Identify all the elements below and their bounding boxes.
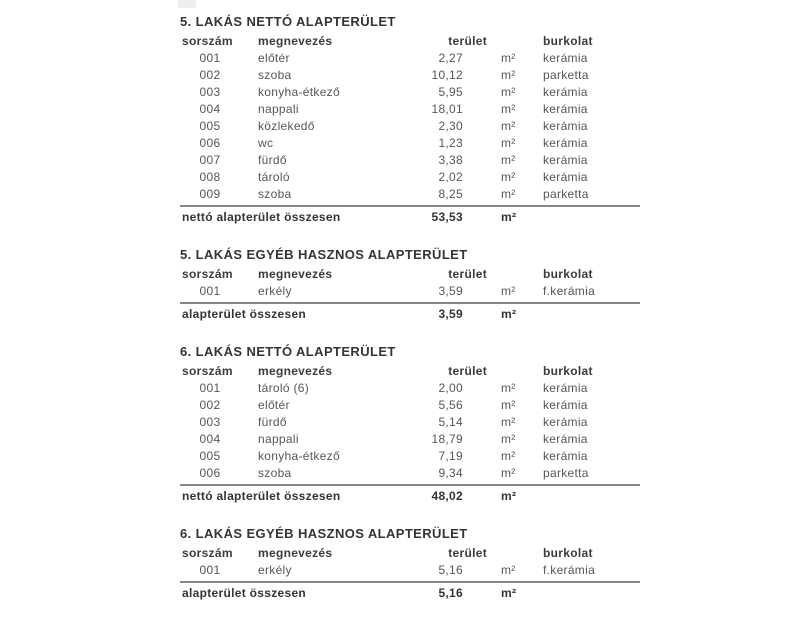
cell-sorszam: 001 — [199, 284, 221, 298]
document-tables-container — [180, 14, 640, 623]
cell-megnevezes: szoba — [258, 68, 292, 82]
cell-terulet: 8,25 — [438, 187, 463, 201]
cell-megnevezes: nappali — [258, 102, 299, 116]
table-title: 5. LAKÁS NETTÓ ALAPTERÜLET — [180, 14, 396, 29]
table-total-row — [180, 581, 640, 602]
total-value: 3,59 — [438, 307, 463, 321]
cell-megnevezes: tároló — [258, 170, 290, 184]
cell-burkolat: kerámia — [543, 398, 588, 412]
col-header-burkolat: burkolat — [543, 34, 593, 48]
cell-unit: m² — [501, 153, 516, 167]
cell-sorszam: 001 — [199, 381, 221, 395]
cell-burkolat: kerámia — [543, 102, 588, 116]
total-unit: m² — [501, 489, 517, 503]
cell-burkolat: parketta — [543, 68, 589, 82]
cell-terulet: 5,95 — [438, 85, 463, 99]
table-row — [180, 283, 640, 300]
col-header-sorszam: sorszám — [182, 267, 233, 281]
cell-sorszam: 007 — [199, 153, 221, 167]
cell-megnevezes: erkély — [258, 563, 292, 577]
cell-burkolat: kerámia — [543, 170, 588, 184]
cell-megnevezes: közlekedő — [258, 119, 315, 133]
col-header-terulet: terület — [448, 546, 487, 560]
table-total-row — [180, 302, 640, 323]
cell-sorszam: 005 — [199, 119, 221, 133]
cell-burkolat: kerámia — [543, 153, 588, 167]
cell-sorszam: 002 — [199, 398, 221, 412]
cell-unit: m² — [501, 187, 516, 201]
cell-terulet: 5,14 — [438, 415, 463, 429]
table-row — [180, 67, 640, 84]
cell-burkolat: kerámia — [543, 415, 588, 429]
cell-unit: m² — [501, 432, 516, 446]
cell-terulet: 7,19 — [438, 449, 463, 463]
table-row — [180, 414, 640, 431]
table-row — [180, 84, 640, 101]
cell-sorszam: 004 — [199, 432, 221, 446]
cell-sorszam: 003 — [199, 85, 221, 99]
table-total-row — [180, 484, 640, 505]
table-row — [180, 465, 640, 482]
col-header-megnevezes: megnevezés — [258, 34, 333, 48]
cell-terulet: 3,59 — [438, 284, 463, 298]
col-header-burkolat: burkolat — [543, 546, 593, 560]
table-title: 6. LAKÁS EGYÉB HASZNOS ALAPTERÜLET — [180, 526, 468, 541]
cell-sorszam: 005 — [199, 449, 221, 463]
table-row — [180, 135, 640, 152]
cell-burkolat: kerámia — [543, 432, 588, 446]
col-header-terulet: terület — [448, 364, 487, 378]
cell-sorszam: 009 — [199, 187, 221, 201]
col-header-terulet: terület — [448, 34, 487, 48]
cell-unit: m² — [501, 381, 516, 395]
table-body — [180, 50, 640, 203]
cell-terulet: 5,16 — [438, 563, 463, 577]
scan-artifact-top — [178, 0, 196, 8]
cell-unit: m² — [501, 398, 516, 412]
cell-terulet: 2,00 — [438, 381, 463, 395]
cell-sorszam: 006 — [199, 136, 221, 150]
table-title: 5. LAKÁS EGYÉB HASZNOS ALAPTERÜLET — [180, 247, 468, 262]
cell-terulet: 9,34 — [438, 466, 463, 480]
cell-megnevezes: tároló (6) — [258, 381, 310, 395]
col-header-sorszam: sorszám — [182, 364, 233, 378]
table-row — [180, 169, 640, 186]
cell-unit: m² — [501, 284, 516, 298]
cell-megnevezes: fürdő — [258, 415, 287, 429]
cell-megnevezes: erkély — [258, 284, 292, 298]
table-title: 6. LAKÁS NETTÓ ALAPTERÜLET — [180, 344, 396, 359]
cell-terulet: 1,23 — [438, 136, 463, 150]
total-label: nettó alapterület összesen — [182, 210, 341, 224]
cell-unit: m² — [501, 102, 516, 116]
cell-megnevezes: wc — [258, 136, 274, 150]
table-row — [180, 380, 640, 397]
cell-burkolat: kerámia — [543, 51, 588, 65]
total-label: alapterület összesen — [182, 586, 307, 600]
total-value: 48,02 — [431, 489, 463, 503]
cell-terulet: 3,38 — [438, 153, 463, 167]
table-section-lakas5-egyeb — [180, 247, 640, 323]
cell-terulet: 2,30 — [438, 119, 463, 133]
table-row — [180, 431, 640, 448]
cell-terulet: 5,56 — [438, 398, 463, 412]
table-header-row — [180, 33, 640, 50]
cell-unit: m² — [501, 170, 516, 184]
table-body — [180, 380, 640, 482]
table-row — [180, 118, 640, 135]
cell-megnevezes: konyha-étkező — [258, 449, 340, 463]
table-row — [180, 397, 640, 414]
cell-burkolat: f.kerámia — [543, 284, 596, 298]
cell-burkolat: parketta — [543, 187, 589, 201]
cell-unit: m² — [501, 449, 516, 463]
total-unit: m² — [501, 210, 517, 224]
cell-unit: m² — [501, 466, 516, 480]
table-body — [180, 283, 640, 300]
cell-unit: m² — [501, 68, 516, 82]
table-header-row — [180, 266, 640, 283]
table-row — [180, 101, 640, 118]
cell-burkolat: kerámia — [543, 119, 588, 133]
table-row — [180, 152, 640, 169]
cell-terulet: 2,02 — [438, 170, 463, 184]
cell-terulet: 10,12 — [431, 68, 463, 82]
cell-terulet: 18,79 — [431, 432, 463, 446]
col-header-burkolat: burkolat — [543, 267, 593, 281]
cell-sorszam: 008 — [199, 170, 221, 184]
table-header-row — [180, 363, 640, 380]
cell-megnevezes: szoba — [258, 187, 292, 201]
table-section-lakas6-netto — [180, 344, 640, 505]
cell-unit: m² — [501, 563, 516, 577]
cell-burkolat: parketta — [543, 466, 589, 480]
col-header-megnevezes: megnevezés — [258, 267, 333, 281]
cell-sorszam: 001 — [199, 563, 221, 577]
cell-sorszam: 001 — [199, 51, 221, 65]
cell-burkolat: f.kerámia — [543, 563, 596, 577]
col-header-sorszam: sorszám — [182, 546, 233, 560]
cell-burkolat: kerámia — [543, 381, 588, 395]
cell-sorszam: 003 — [199, 415, 221, 429]
total-unit: m² — [501, 307, 517, 321]
cell-burkolat: kerámia — [543, 449, 588, 463]
table-row — [180, 448, 640, 465]
col-header-megnevezes: megnevezés — [258, 364, 333, 378]
cell-sorszam: 004 — [199, 102, 221, 116]
cell-unit: m² — [501, 136, 516, 150]
total-label: nettó alapterület összesen — [182, 489, 341, 503]
table-section-lakas5-netto — [180, 14, 640, 226]
cell-unit: m² — [501, 85, 516, 99]
cell-megnevezes: konyha-étkező — [258, 85, 340, 99]
table-total-row — [180, 205, 640, 226]
table-body — [180, 562, 640, 579]
cell-unit: m² — [501, 119, 516, 133]
col-header-megnevezes: megnevezés — [258, 546, 333, 560]
col-header-sorszam: sorszám — [182, 34, 233, 48]
total-label: alapterület összesen — [182, 307, 307, 321]
cell-unit: m² — [501, 51, 516, 65]
cell-burkolat: kerámia — [543, 85, 588, 99]
total-value: 5,16 — [438, 586, 463, 600]
total-unit: m² — [501, 586, 517, 600]
cell-megnevezes: előtér — [258, 398, 290, 412]
total-value: 53,53 — [431, 210, 463, 224]
table-row — [180, 186, 640, 203]
col-header-terulet: terület — [448, 267, 487, 281]
cell-megnevezes: nappali — [258, 432, 299, 446]
cell-unit: m² — [501, 415, 516, 429]
col-header-burkolat: burkolat — [543, 364, 593, 378]
cell-megnevezes: előtér — [258, 51, 290, 65]
cell-megnevezes: szoba — [258, 466, 292, 480]
table-header-row — [180, 545, 640, 562]
cell-sorszam: 002 — [199, 68, 221, 82]
cell-burkolat: kerámia — [543, 136, 588, 150]
cell-terulet: 18,01 — [431, 102, 463, 116]
cell-sorszam: 006 — [199, 466, 221, 480]
table-row — [180, 50, 640, 67]
table-row — [180, 562, 640, 579]
table-section-lakas6-egyeb — [180, 526, 640, 602]
cell-megnevezes: fürdő — [258, 153, 287, 167]
cell-terulet: 2,27 — [438, 51, 463, 65]
